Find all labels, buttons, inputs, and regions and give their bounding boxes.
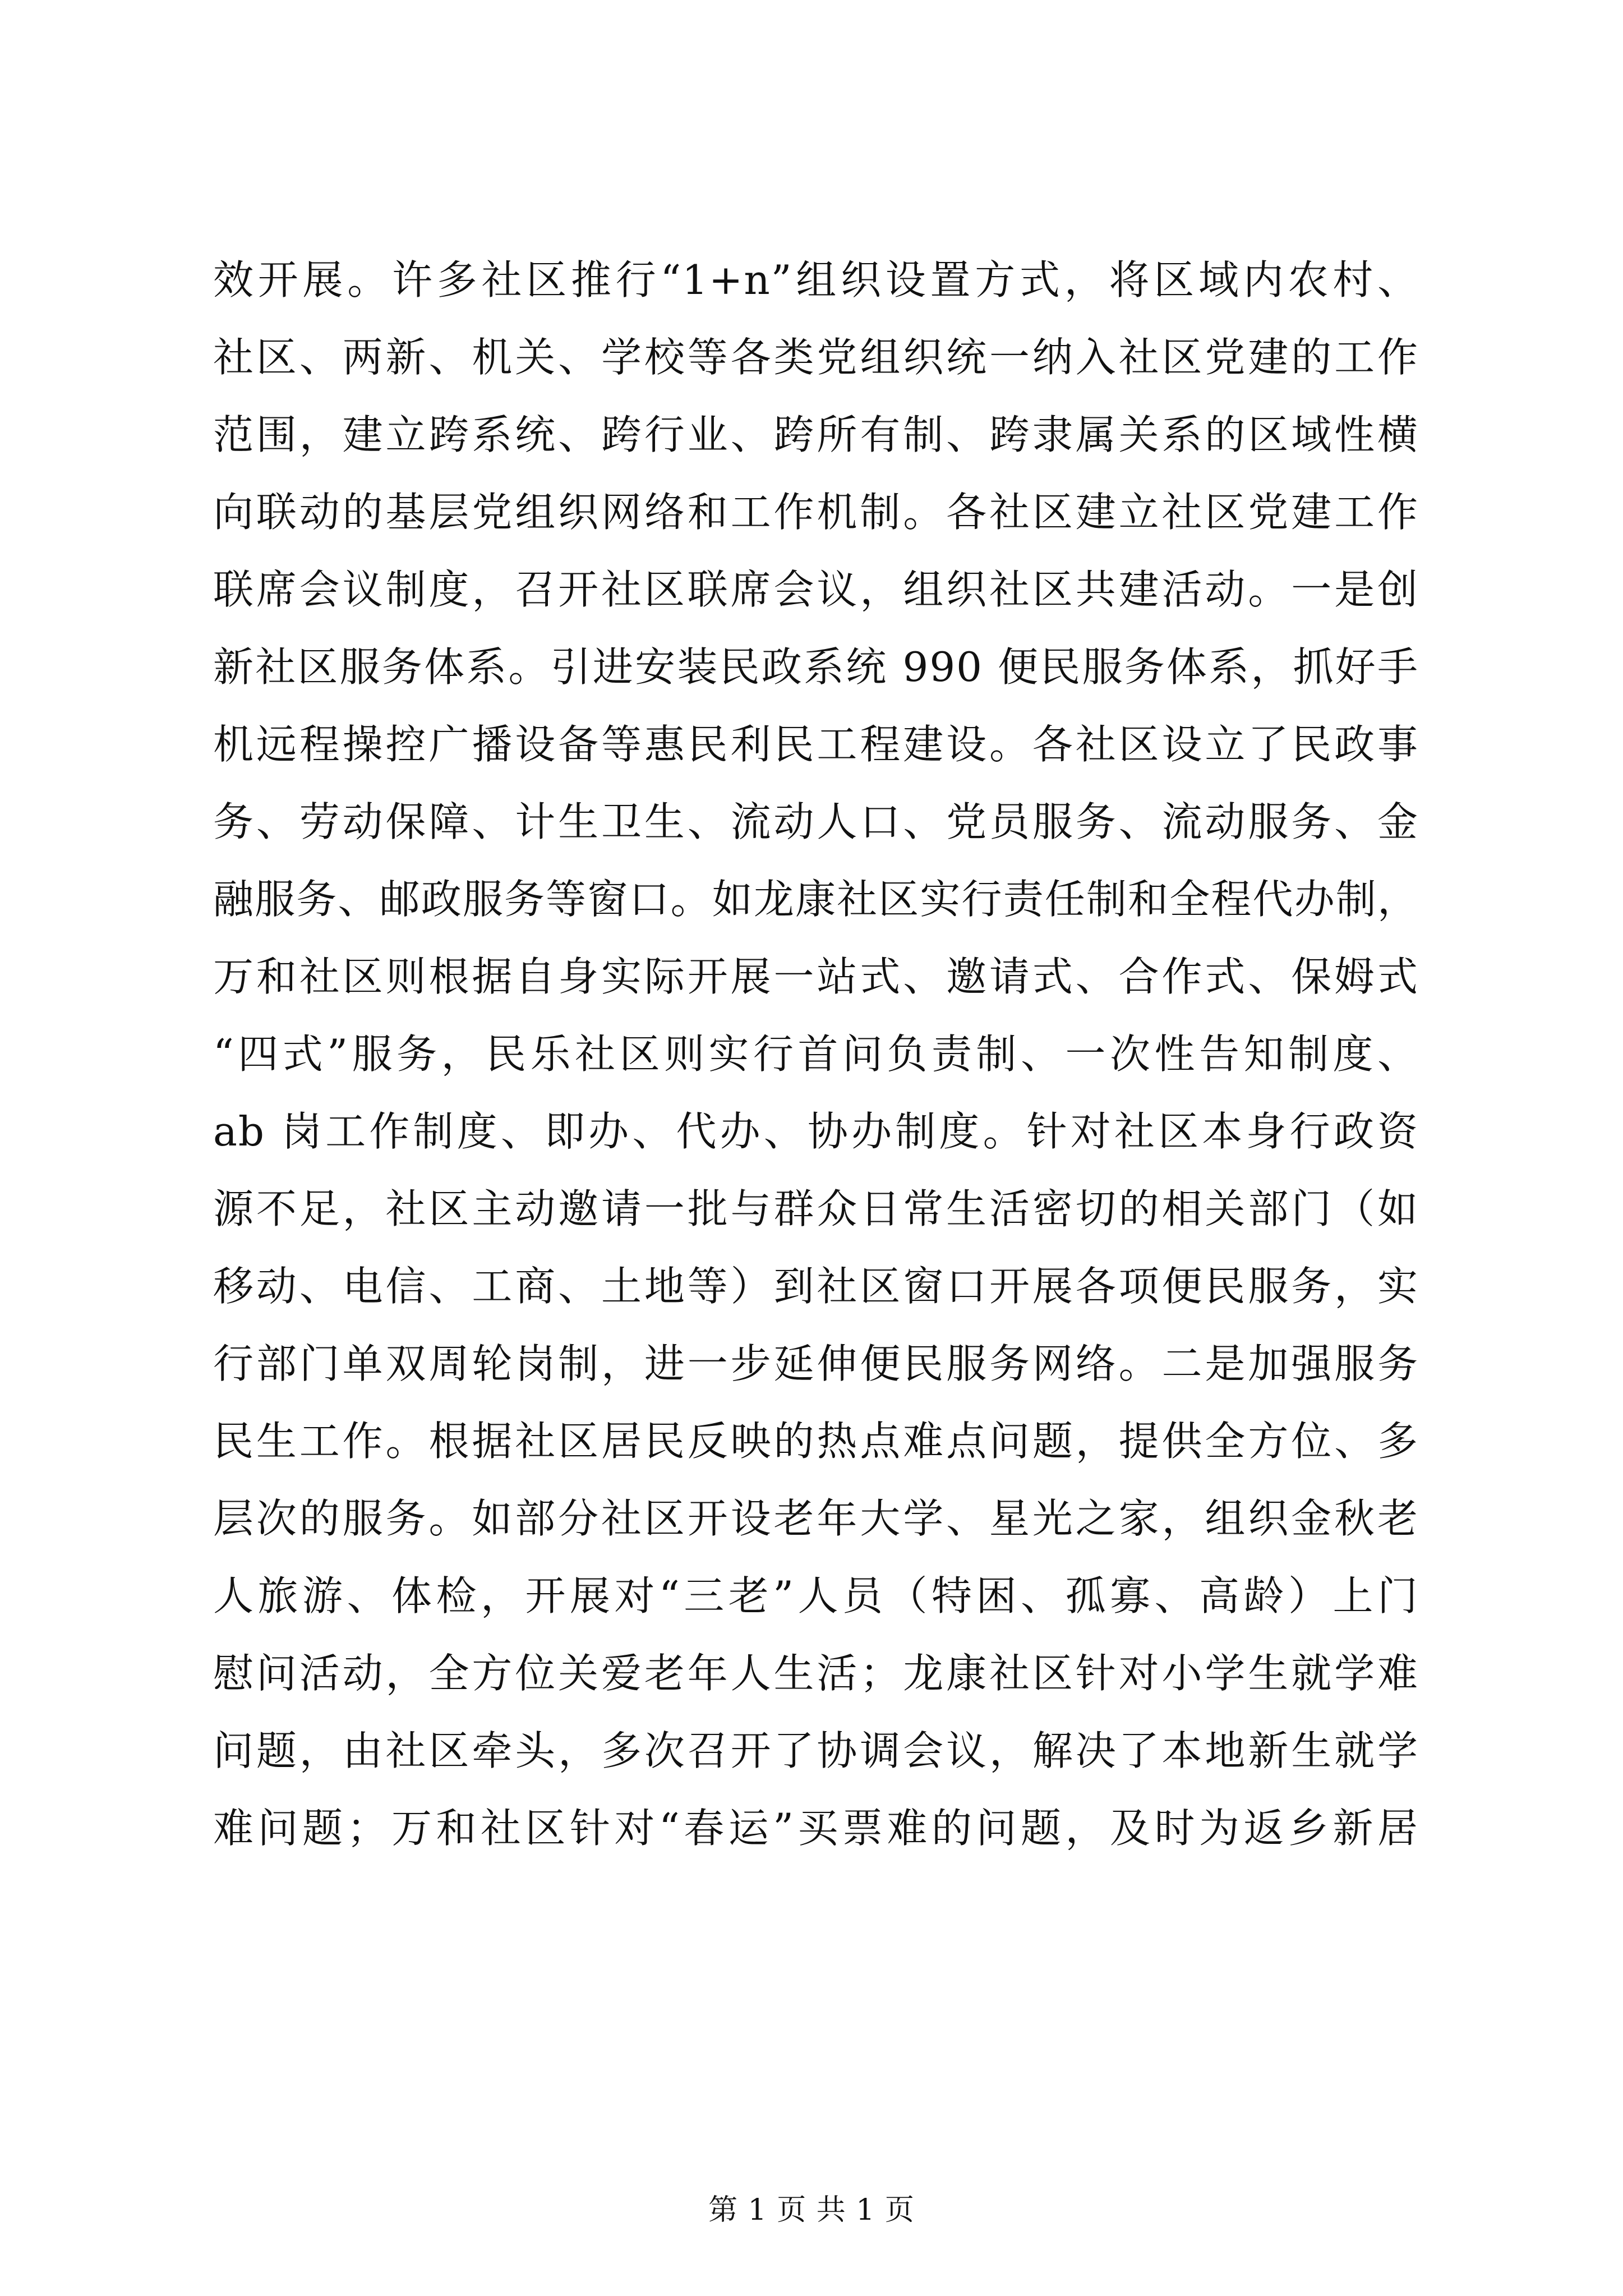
text-line-16: 民生工作。根据社区居民反映的热点难点问题，提供全方位、多 xyxy=(213,1418,1419,1465)
text-line-2: 社区、两新、机关、学校等各类党组织统一纳入社区党建的工作 xyxy=(213,334,1419,381)
body-paragraph xyxy=(213,241,1419,1867)
text-line-1: 效开展。许多社区推行“1+n”组织设置方式，将区域内农村、 xyxy=(213,256,1419,303)
text-line-6: 新社区服务体系。引进安装民政系统 990 便民服务体系，抓好手 xyxy=(213,643,1419,691)
text-line-12: ab 岗工作制度、即办、代办、协办制度。针对社区本身行政资 xyxy=(213,1108,1419,1155)
text-line-4: 向联动的基层党组织网络和工作机制。各社区建立社区党建工作 xyxy=(213,489,1419,536)
text-line-20: 问题，由社区牵头，多次召开了协调会议，解决了本地新生就学 xyxy=(213,1727,1419,1774)
text-line-15: 行部门单双周轮岗制，进一步延伸便民服务网络。二是加强服务 xyxy=(213,1340,1419,1387)
text-line-13: 源不足，社区主动邀请一批与群众日常生活密切的相关部门（如 xyxy=(213,1185,1419,1232)
text-line-8: 务、劳动保障、计生卫生、流动人口、党员服务、流动服务、金 xyxy=(213,798,1419,845)
text-line-10: 万和社区则根据自身实际开展一站式、邀请式、合作式、保姆式 xyxy=(213,953,1419,1000)
text-line-19: 慰问活动，全方位关爱老年人生活；龙康社区针对小学生就学难 xyxy=(213,1650,1419,1697)
text-line-17: 层次的服务。如部分社区开设老年大学、星光之家，组织金秋老 xyxy=(213,1495,1419,1542)
text-line-3: 范围，建立跨系统、跨行业、跨所有制、跨隶属关系的区域性横 xyxy=(213,411,1419,458)
page-footer: 第 1 页 共 1 页 xyxy=(708,2193,915,2227)
text-line-21: 难问题；万和社区针对“春运”买票难的问题，及时为返乡新居 xyxy=(213,1805,1419,1852)
text-line-5: 联席会议制度，召开社区联席会议，组织社区共建活动。一是创 xyxy=(213,566,1419,613)
text-line-9: 融服务、邮政服务等窗口。如龙康社区实行责任制和全程代办制， xyxy=(213,876,1419,923)
text-line-11: “四式”服务，民乐社区则实行首问负责制、一次性告知制度、 xyxy=(213,1030,1419,1078)
text-line-7: 机远程操控广播设备等惠民利民工程建设。各社区设立了民政事 xyxy=(213,721,1419,768)
text-line-14: 移动、电信、工商、土地等）到社区窗口开展各项便民服务，实 xyxy=(213,1263,1419,1310)
text-line-18: 人旅游、体检，开展对“三老”人员（特困、孤寡、高龄）上门 xyxy=(213,1572,1419,1619)
